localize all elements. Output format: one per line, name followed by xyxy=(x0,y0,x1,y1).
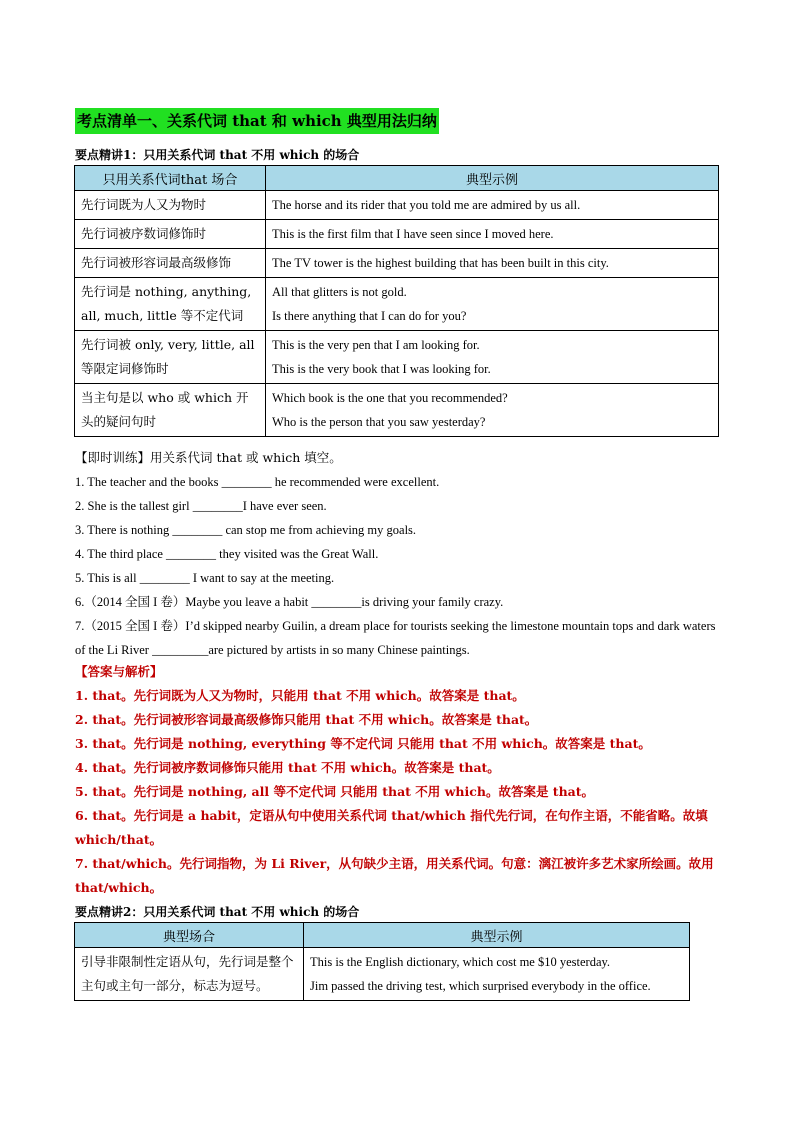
example-line: This is the very pen that I am looking for. xyxy=(272,338,480,352)
practice-item: 3. There is nothing ________ can stop me from achieving my goals. xyxy=(75,523,417,537)
table-row xyxy=(75,220,719,249)
point-heading-1: 要点精讲1：只用关系代词 that 不用 which 的场合 xyxy=(75,148,360,162)
answer-item: 3. that。先行词是 nothing, everything 等不定代词 只能用 that 不用 which。故答案是 that。 xyxy=(75,736,651,751)
practice-item: 6.（2014 全国 I 卷）Maybe you leave a habit ________is driving your family crazy. xyxy=(75,595,504,609)
table-cell-example xyxy=(304,948,690,1001)
point-heading-2: 要点精讲2：只用关系代词 that 不用 which 的场合 xyxy=(75,905,360,919)
table-row xyxy=(75,191,719,220)
answer-item: 1. that。先行词既为人又为物时，只能用 that 不用 which。故答案是 that。 xyxy=(75,688,525,703)
practice-section xyxy=(75,446,720,657)
example-line: Jim passed the driving test, which surprised everybody in the office. xyxy=(310,979,651,993)
example-line: This is the very book that I was looking for. xyxy=(272,362,491,376)
answers-section xyxy=(75,660,725,900)
usage-table-1 xyxy=(74,165,719,437)
table-cell-example xyxy=(266,331,719,384)
practice-title: 【即时训练】用关系代词 that 或 which 填空。 xyxy=(75,450,342,465)
table-row xyxy=(75,331,719,384)
table-cell-case: 先行词被形容词最高级修饰 xyxy=(75,249,266,278)
practice-item: 7.（2015 全国 I 卷）I’d skipped nearby Guilin, a dream place for tourists seeking the limestone mountain tops and dark waters of the Li River _________are pictured by artists in so many Chinese paintings. xyxy=(75,619,716,657)
practice-item: 5. This is all ________ I want to say at the meeting. xyxy=(75,571,335,585)
practice-item: 4. The third place ________ they visited was the Great Wall. xyxy=(75,547,379,561)
answers-title: 【答案与解析】 xyxy=(75,664,163,679)
table-cell-case: 先行词被序数词修饰时 xyxy=(75,220,266,249)
practice-item: 2. She is the tallest girl ________I have ever seen. xyxy=(75,499,327,513)
answer-item: 4. that。先行词被序数词修饰只能用 that 不用 which。故答案是 that。 xyxy=(75,760,500,775)
example-line: Is there anything that I can do for you? xyxy=(272,309,467,323)
table-cell-example xyxy=(266,384,719,437)
table-cell-case: 先行词既为人又为物时 xyxy=(75,191,266,220)
table-cell-example: This is the first film that I have seen since I moved here. xyxy=(266,220,719,249)
answer-item: 5. that。先行词是 nothing, all 等不定代词 只能用 that 不用 which。故答案是 that。 xyxy=(75,784,595,799)
answer-item: 7. that/which。先行词指物，为 Li River，从句缺少主语，用关系代词。句意：漓江被许多艺术家所绘画。故用 that/which。 xyxy=(75,856,714,895)
usage-table-2 xyxy=(74,922,690,1001)
table-cell-example: The horse and its rider that you told me are admired by us all. xyxy=(266,191,719,220)
table-header-example: 典型示例 xyxy=(266,166,719,191)
table-header-example: 典型示例 xyxy=(304,923,690,948)
example-line: Which book is the one that you recommended? xyxy=(272,391,508,405)
practice-item: 1. The teacher and the books ________ he recommended were excellent. xyxy=(75,475,440,489)
example-line: Who is the person that you saw yesterday? xyxy=(272,415,486,429)
table-header-row xyxy=(75,166,719,191)
example-line: All that glitters is not gold. xyxy=(272,285,407,299)
table-cell-case: 引导非限制性定语从句，先行词是整个主句或主句一部分，标志为逗号。 xyxy=(75,948,304,1001)
section-title-text: 考点清单一、关系代词 that 和 which 典型用法归纳 xyxy=(75,108,439,134)
table-header-row xyxy=(75,923,690,948)
table-cell-example: The TV tower is the highest building that has been built in this city. xyxy=(266,249,719,278)
table-header-case: 典型场合 xyxy=(75,923,304,948)
table-cell-case: 当主句是以 who 或 which 开头的疑问句时 xyxy=(75,384,266,437)
section-title xyxy=(75,108,439,134)
table-header-case: 只用关系代词that 场合 xyxy=(75,166,266,191)
table-row xyxy=(75,384,719,437)
example-line: This is the English dictionary, which cost me $10 yesterday. xyxy=(310,955,611,969)
answer-item: 2. that。先行词被形容词最高级修饰只能用 that 不用 which。故答案是 that。 xyxy=(75,712,538,727)
table-cell-case: 先行词被 only, very, little, all 等限定词修饰时 xyxy=(75,331,266,384)
answer-item: 6. that。先行词是 a habit，定语从句中使用关系代词 that/which 指代先行词，在句作主语，不能省略。故填 which/that。 xyxy=(75,808,708,847)
table-row xyxy=(75,278,719,331)
table-row xyxy=(75,249,719,278)
table-cell-case: 先行词是 nothing, anything, all, much, little 等不定代词 xyxy=(75,278,266,331)
table-row xyxy=(75,948,690,1001)
table-cell-example xyxy=(266,278,719,331)
